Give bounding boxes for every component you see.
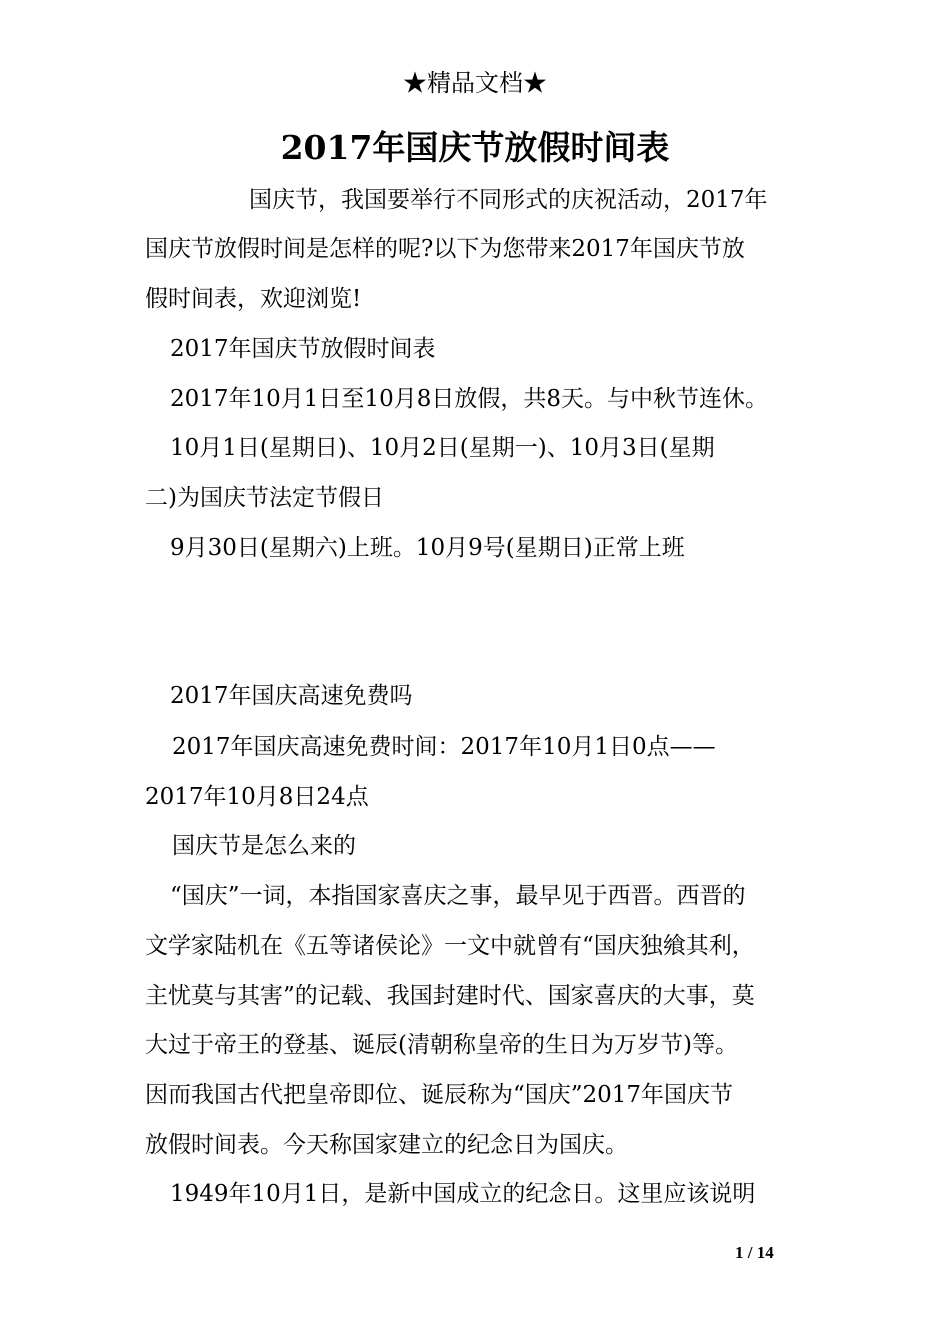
body-line-15: 主忧莫与其害”的记载、我国封建时代、国家喜庆的大事，莫 — [145, 983, 755, 1009]
doc-header: ★精品文档★ — [403, 69, 547, 97]
body-line-10: 2017年国庆高速免费时间：2017年10月1日0点—— — [172, 734, 716, 760]
body-line-11: 2017年10月8日24点 — [145, 784, 369, 810]
body-line-7: 二)为国庆节法定节假日 — [145, 485, 384, 511]
body-line-16: 大过于帝王的登基、诞辰(清朝称皇帝的生日为万岁节)等。 — [145, 1032, 738, 1058]
body-line-19: 1949年10月1日，是新中国成立的纪念日。这里应该说明 — [170, 1181, 756, 1207]
body-line-13: “国庆”一词，本指国家喜庆之事，最早见于西晋。西晋的 — [170, 883, 746, 909]
page-number: 1 / 14 — [735, 1243, 774, 1262]
body-line-9: 2017年国庆高速免费吗 — [170, 683, 413, 709]
body-line-6: 10月1日(星期日)、10月2日(星期一)、10月3日(星期 — [170, 435, 715, 461]
body-line-14: 文学家陆机在《五等诸侯论》一文中就曾有“国庆独飨其利， — [145, 933, 755, 959]
body-line-1: 国庆节，我国要举行不同形式的庆祝活动，2017年 — [249, 187, 768, 213]
body-line-12: 国庆节是怎么来的 — [172, 833, 356, 859]
doc-title: 2017年国庆节放假时间表 — [280, 128, 670, 167]
body-line-18: 放假时间表。今天称国家建立的纪念日为国庆。 — [145, 1132, 628, 1158]
body-line-5: 2017年10月1日至10月8日放假，共8天。与中秋节连休。 — [170, 386, 768, 412]
body-line-4: 2017年国庆节放假时间表 — [170, 336, 436, 362]
body-line-17: 因而我国古代把皇帝即位、诞辰称为“国庆”2017年国庆节 — [145, 1082, 734, 1108]
body-line-2: 国庆节放假时间是怎样的呢?以下为您带来2017年国庆节放 — [145, 236, 745, 262]
body-line-8: 9月30日(星期六)上班。10月9号(星期日)正常上班 — [170, 535, 685, 561]
body-line-3: 假时间表，欢迎浏览! — [145, 286, 362, 312]
